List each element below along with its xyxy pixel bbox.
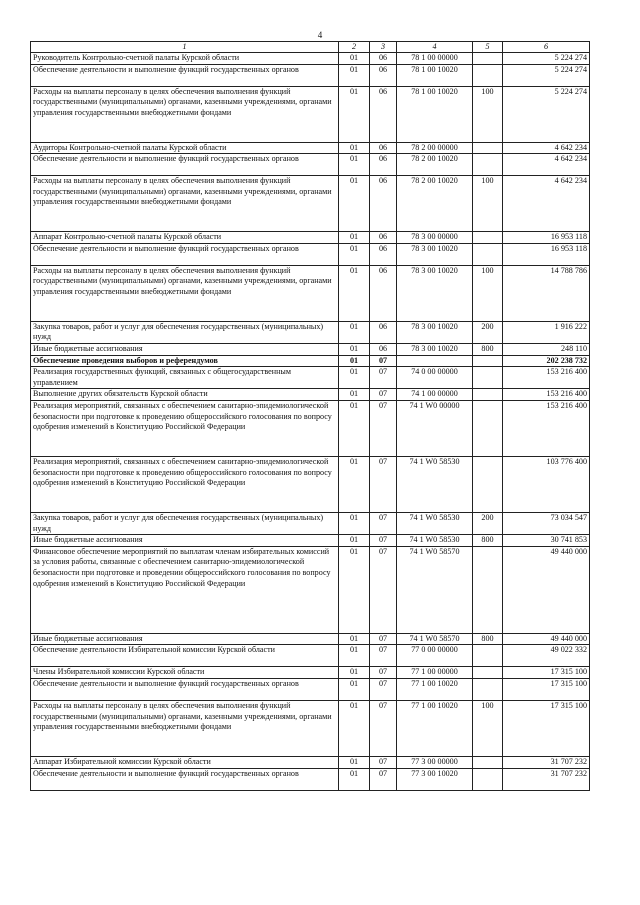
row-expense-type-cell: [473, 142, 503, 154]
row-amount-cell: 17 315 100: [503, 667, 590, 679]
row-target-article-cell: 78 1 00 10020: [397, 86, 473, 142]
table-row: [31, 756, 590, 768]
row-expense-type-cell: [473, 678, 503, 700]
row-subsection-cell: 06: [370, 142, 397, 154]
row-target-article-cell: 78 3 00 00000: [397, 232, 473, 244]
table-row: [31, 667, 590, 679]
table-row: [31, 645, 590, 667]
row-expense-type-cell: [473, 756, 503, 768]
row-subsection-cell: 07: [370, 535, 397, 547]
row-section-cell: 01: [339, 86, 370, 142]
row-name-cell: Расходы на выплаты персоналу в целях обеспечения выполнения функций государственными (муниципальными) органами, казенными учреждениями, органами управления государственными внебюджетными фондами: [31, 700, 339, 756]
row-amount-cell: 5 224 274: [503, 86, 590, 142]
table-row: [31, 633, 590, 645]
row-section-cell: 01: [339, 343, 370, 355]
row-name-cell: Обеспечение деятельности и выполнение функций государственных органов: [31, 678, 339, 700]
row-section-cell: 01: [339, 756, 370, 768]
row-name-cell: Обеспечение деятельности и выполнение функций государственных органов: [31, 154, 339, 176]
row-section-cell: 01: [339, 355, 370, 367]
row-section-cell: 01: [339, 367, 370, 389]
row-name-cell: Члены Избирательной комиссии Курской области: [31, 667, 339, 679]
table-row: [31, 321, 590, 343]
row-subsection-cell: 06: [370, 243, 397, 265]
table-row: [31, 176, 590, 232]
row-expense-type-cell: [473, 645, 503, 667]
row-amount-cell: 49 022 332: [503, 645, 590, 667]
row-section-cell: 01: [339, 633, 370, 645]
row-amount-cell: 31 707 232: [503, 768, 590, 790]
row-expense-type-cell: [473, 53, 503, 65]
row-name-cell: Реализация мероприятий, связанных с обеспечением санитарно-эпидемиологической безопасности при подготовке к проведению общероссийского голосования по вопросу одобрения изменений в Конституцию Российской Федерации: [31, 456, 339, 512]
row-subsection-cell: 07: [370, 633, 397, 645]
row-amount-cell: 4 642 234: [503, 142, 590, 154]
row-expense-type-cell: [473, 768, 503, 790]
table-row: [31, 768, 590, 790]
row-expense-type-cell: 800: [473, 535, 503, 547]
row-section-cell: 01: [339, 53, 370, 65]
row-target-article-cell: 74 1 W0 58570: [397, 633, 473, 645]
row-name-cell: Иные бюджетные ассигнования: [31, 343, 339, 355]
row-expense-type-cell: [473, 355, 503, 367]
row-amount-cell: 16 953 118: [503, 232, 590, 244]
table-row: [31, 512, 590, 534]
row-amount-cell: 16 953 118: [503, 243, 590, 265]
row-section-cell: 01: [339, 389, 370, 401]
row-target-article-cell: 74 0 00 00000: [397, 367, 473, 389]
row-subsection-cell: 07: [370, 355, 397, 367]
table-row: [31, 154, 590, 176]
row-name-cell: Аппарат Избирательной комиссии Курской области: [31, 756, 339, 768]
row-target-article-cell: 78 3 00 10020: [397, 343, 473, 355]
row-amount-cell: 103 776 400: [503, 456, 590, 512]
row-amount-cell: 202 238 732: [503, 355, 590, 367]
row-amount-cell: 30 741 853: [503, 535, 590, 547]
row-expense-type-cell: [473, 389, 503, 401]
row-subsection-cell: 07: [370, 367, 397, 389]
row-name-cell: Расходы на выплаты персоналу в целях обеспечения выполнения функций государственными (муниципальными) органами, казенными учреждениями, органами управления государственными внебюджетными фондами: [31, 176, 339, 232]
table-row: [31, 367, 590, 389]
row-section-cell: 01: [339, 456, 370, 512]
row-name-cell: Закупка товаров, работ и услуг для обеспечения государственных (муниципальных) нужд: [31, 512, 339, 534]
row-subsection-cell: 07: [370, 546, 397, 633]
table-row: [31, 355, 590, 367]
row-expense-type-cell: 100: [473, 700, 503, 756]
row-subsection-cell: 06: [370, 321, 397, 343]
row-subsection-cell: 07: [370, 645, 397, 667]
row-amount-cell: 31 707 232: [503, 756, 590, 768]
row-target-article-cell: 77 1 00 00000: [397, 667, 473, 679]
row-target-article-cell: 78 2 00 10020: [397, 176, 473, 232]
row-subsection-cell: 06: [370, 64, 397, 86]
row-subsection-cell: 07: [370, 756, 397, 768]
row-target-article-cell: 74 1 W0 58530: [397, 456, 473, 512]
row-expense-type-cell: [473, 456, 503, 512]
row-expense-type-cell: [473, 400, 503, 456]
table-row: [31, 265, 590, 321]
row-subsection-cell: 06: [370, 86, 397, 142]
row-name-cell: Обеспечение проведения выборов и референдумов: [31, 355, 339, 367]
row-amount-cell: 4 642 234: [503, 176, 590, 232]
row-section-cell: 01: [339, 678, 370, 700]
row-name-cell: Выполнение других обязательств Курской области: [31, 389, 339, 401]
row-target-article-cell: 78 1 00 10020: [397, 64, 473, 86]
row-amount-cell: 73 034 547: [503, 512, 590, 534]
row-section-cell: 01: [339, 142, 370, 154]
row-amount-cell: 49 440 000: [503, 546, 590, 633]
row-name-cell: Обеспечение деятельности Избирательной комиссии Курской области: [31, 645, 339, 667]
row-target-article-cell: 78 3 00 10020: [397, 265, 473, 321]
row-amount-cell: 153 216 400: [503, 400, 590, 456]
row-amount-cell: 248 110: [503, 343, 590, 355]
table-row: [31, 64, 590, 86]
row-amount-cell: 4 642 234: [503, 154, 590, 176]
row-amount-cell: 153 216 400: [503, 389, 590, 401]
row-subsection-cell: 06: [370, 53, 397, 65]
table-row: [31, 535, 590, 547]
table-row: [31, 86, 590, 142]
row-expense-type-cell: 200: [473, 321, 503, 343]
row-name-cell: Обеспечение деятельности и выполнение функций государственных органов: [31, 64, 339, 86]
header-cell: 4: [397, 42, 473, 53]
row-section-cell: 01: [339, 546, 370, 633]
row-target-article-cell: 74 1 00 00000: [397, 389, 473, 401]
row-subsection-cell: 07: [370, 768, 397, 790]
row-target-article-cell: 78 2 00 00000: [397, 142, 473, 154]
row-section-cell: 01: [339, 400, 370, 456]
table-row: [31, 546, 590, 633]
row-subsection-cell: 07: [370, 667, 397, 679]
row-target-article-cell: 78 1 00 00000: [397, 53, 473, 65]
row-target-article-cell: 77 3 00 10020: [397, 768, 473, 790]
row-section-cell: 01: [339, 321, 370, 343]
row-subsection-cell: 06: [370, 265, 397, 321]
row-section-cell: 01: [339, 154, 370, 176]
row-name-cell: Аппарат Контрольно-счетной палаты Курской области: [31, 232, 339, 244]
row-name-cell: Обеспечение деятельности и выполнение функций государственных органов: [31, 768, 339, 790]
row-subsection-cell: 07: [370, 400, 397, 456]
row-name-cell: Руководитель Контрольно-счетной палаты Курской области: [31, 53, 339, 65]
row-amount-cell: 49 440 000: [503, 633, 590, 645]
row-expense-type-cell: 100: [473, 176, 503, 232]
row-subsection-cell: 07: [370, 678, 397, 700]
row-subsection-cell: 06: [370, 343, 397, 355]
row-expense-type-cell: [473, 243, 503, 265]
row-subsection-cell: 06: [370, 154, 397, 176]
row-expense-type-cell: 200: [473, 512, 503, 534]
header-cell: 6: [503, 42, 590, 53]
table-row: [31, 243, 590, 265]
row-amount-cell: 1 916 222: [503, 321, 590, 343]
row-name-cell: Финансовое обеспечение мероприятий по выплатам членам избирательных комиссий за условия работы, связанные с обеспечением санитарно-эпидемиологической безопасности при подготовке и проведении общероссийского голосования по вопросу одобрения изменений в Конституцию Российской Федерации: [31, 546, 339, 633]
row-expense-type-cell: 100: [473, 265, 503, 321]
row-expense-type-cell: 800: [473, 343, 503, 355]
row-amount-cell: 17 315 100: [503, 678, 590, 700]
row-subsection-cell: 07: [370, 700, 397, 756]
row-amount-cell: 17 315 100: [503, 700, 590, 756]
budget-table-body: [31, 42, 590, 791]
row-target-article-cell: 74 1 W0 58530: [397, 512, 473, 534]
row-expense-type-cell: 800: [473, 633, 503, 645]
row-expense-type-cell: [473, 367, 503, 389]
table-row: [31, 343, 590, 355]
row-section-cell: 01: [339, 243, 370, 265]
row-section-cell: 01: [339, 265, 370, 321]
row-name-cell: Обеспечение деятельности и выполнение функций государственных органов: [31, 243, 339, 265]
header-cell: 5: [473, 42, 503, 53]
row-expense-type-cell: [473, 667, 503, 679]
row-section-cell: 01: [339, 535, 370, 547]
row-name-cell: Иные бюджетные ассигнования: [31, 535, 339, 547]
row-subsection-cell: 07: [370, 456, 397, 512]
row-expense-type-cell: [473, 232, 503, 244]
row-expense-type-cell: [473, 64, 503, 86]
row-section-cell: 01: [339, 512, 370, 534]
row-subsection-cell: 06: [370, 232, 397, 244]
row-section-cell: 01: [339, 700, 370, 756]
row-section-cell: 01: [339, 667, 370, 679]
table-header-row: [31, 42, 590, 53]
row-section-cell: 01: [339, 64, 370, 86]
page-number: 4: [317, 30, 323, 40]
row-subsection-cell: 06: [370, 176, 397, 232]
row-target-article-cell: 77 1 00 10020: [397, 678, 473, 700]
table-row: [31, 53, 590, 65]
row-target-article-cell: 78 3 00 10020: [397, 321, 473, 343]
row-amount-cell: 5 224 274: [503, 53, 590, 65]
table-row: [31, 456, 590, 512]
row-target-article-cell: [397, 355, 473, 367]
table-row: [31, 400, 590, 456]
row-target-article-cell: 77 3 00 00000: [397, 756, 473, 768]
row-section-cell: 01: [339, 768, 370, 790]
row-name-cell: Реализация государственных функций, связанных с общегосударственным управлением: [31, 367, 339, 389]
row-section-cell: 01: [339, 232, 370, 244]
row-expense-type-cell: 100: [473, 86, 503, 142]
row-target-article-cell: 74 1 W0 00000: [397, 400, 473, 456]
table-row: [31, 142, 590, 154]
row-target-article-cell: 74 1 W0 58570: [397, 546, 473, 633]
row-name-cell: Аудиторы Контрольно-счетной палаты Курской области: [31, 142, 339, 154]
table-row: [31, 232, 590, 244]
header-cell: 2: [339, 42, 370, 53]
row-expense-type-cell: [473, 546, 503, 633]
row-name-cell: Реализация мероприятий, связанных с обеспечением санитарно-эпидемиологической безопасности при подготовке к проведению общероссийского голосования по вопросу одобрения изменений в Конституцию Российской Федерации: [31, 400, 339, 456]
row-expense-type-cell: [473, 154, 503, 176]
row-section-cell: 01: [339, 645, 370, 667]
row-name-cell: Закупка товаров, работ и услуг для обеспечения государственных (муниципальных) нужд: [31, 321, 339, 343]
budget-table: [30, 41, 590, 791]
row-target-article-cell: 78 3 00 10020: [397, 243, 473, 265]
row-target-article-cell: 77 0 00 00000: [397, 645, 473, 667]
row-subsection-cell: 07: [370, 512, 397, 534]
row-target-article-cell: 74 1 W0 58530: [397, 535, 473, 547]
table-row: [31, 678, 590, 700]
row-amount-cell: 153 216 400: [503, 367, 590, 389]
table-row: [31, 700, 590, 756]
header-cell: 3: [370, 42, 397, 53]
row-name-cell: Расходы на выплаты персоналу в целях обеспечения выполнения функций государственными (муниципальными) органами, казенными учреждениями, органами управления государственными внебюджетными фондами: [31, 265, 339, 321]
row-target-article-cell: 77 1 00 10020: [397, 700, 473, 756]
row-name-cell: Иные бюджетные ассигнования: [31, 633, 339, 645]
row-target-article-cell: 78 2 00 10020: [397, 154, 473, 176]
row-subsection-cell: 07: [370, 389, 397, 401]
row-section-cell: 01: [339, 176, 370, 232]
table-row: [31, 389, 590, 401]
header-cell: 1: [31, 42, 339, 53]
row-amount-cell: 5 224 274: [503, 64, 590, 86]
row-amount-cell: 14 788 786: [503, 265, 590, 321]
row-name-cell: Расходы на выплаты персоналу в целях обеспечения выполнения функций государственными (муниципальными) органами, казенными учреждениями, органами управления государственными внебюджетными фондами: [31, 86, 339, 142]
